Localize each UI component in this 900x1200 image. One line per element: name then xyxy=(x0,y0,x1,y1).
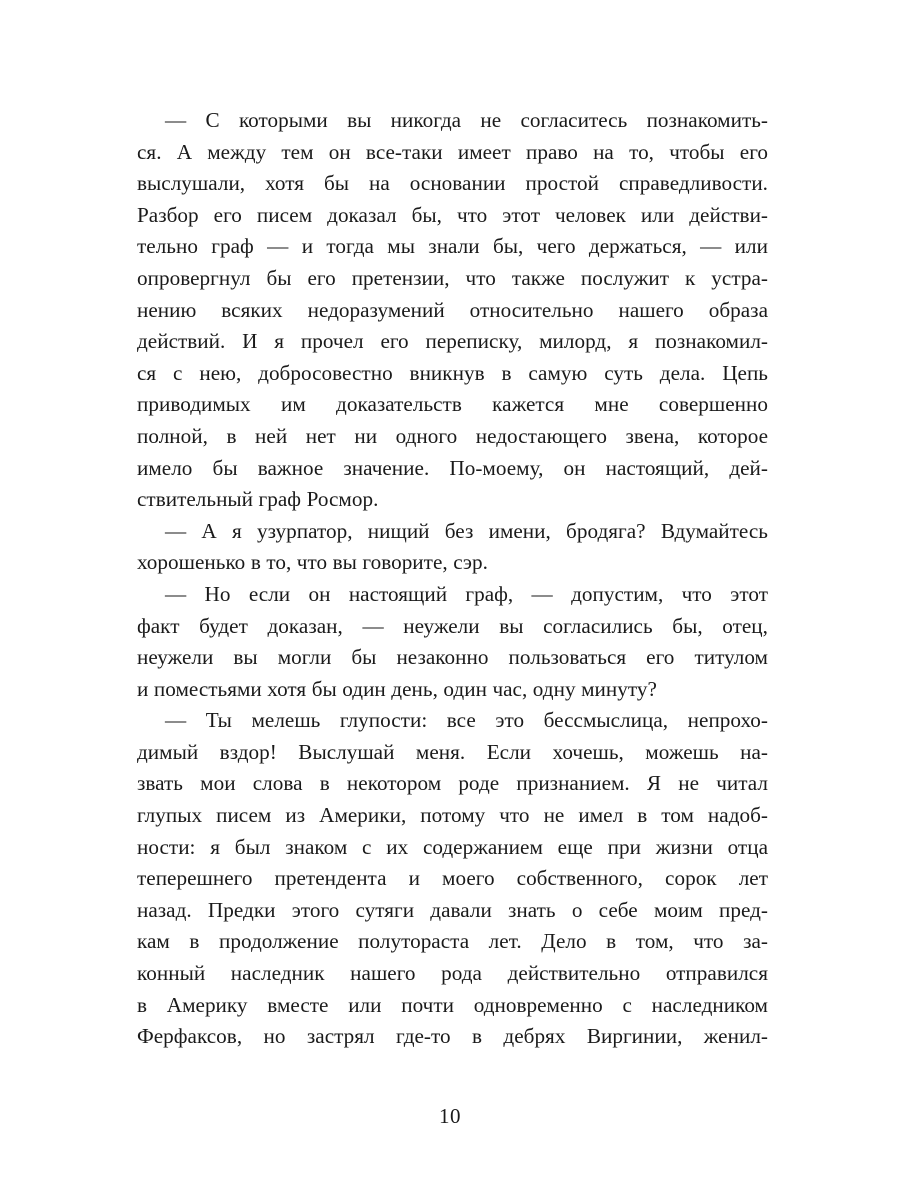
text-line: димый вздор! Выслушай меня. Если хочешь, можешь на- xyxy=(137,739,768,764)
paragraph xyxy=(137,516,768,579)
text-line: — А я узурпатор, нищий без имени, бродяга? Вдумайтесь xyxy=(165,518,768,543)
text-line: выслушали, хотя бы на основании простой справедливости. xyxy=(137,171,768,196)
text-line: Ферфаксов, но застрял где-то в дебрях Виргинии, женил- xyxy=(137,1024,768,1049)
paragraph xyxy=(137,705,768,1053)
text-line: ся. А между тем он все-таки имеет право на то, чтобы его xyxy=(137,139,768,164)
text-line: ся с нею, добросовестно вникнув в самую суть дела. Цепь xyxy=(137,360,768,385)
text-line: нению всяких недоразумений относительно нашего образа xyxy=(137,297,768,322)
text-line: звать мои слова в некотором роде признанием. Я не читал xyxy=(137,771,768,796)
text-line: — Ты мелешь глупости: все это бессмыслица, непрохо- xyxy=(165,708,768,733)
text-line: и поместьями хотя бы один день, один час, одну минуту? xyxy=(137,676,657,701)
text-line: — Но если он настоящий граф, — допустим, что этот xyxy=(165,581,768,606)
text-line: в Америку вместе или почти одновременно с наследником xyxy=(137,992,768,1017)
text-line: имело бы важное значение. По-моему, он настоящий, дей- xyxy=(137,455,768,480)
page-number: 10 xyxy=(439,1104,461,1128)
text-line: — С которыми вы никогда не согласитесь познакомить- xyxy=(165,108,768,132)
text-line: ности: я был знаком с их содержанием еще при жизни отца xyxy=(137,834,768,859)
text-line: тельно граф — и тогда мы знали бы, чего держаться, — или xyxy=(137,234,768,259)
paragraph xyxy=(137,105,768,516)
paragraph xyxy=(137,579,768,705)
text-line: ствительный граф Росмор. xyxy=(137,487,379,512)
text-line: неужели вы могли бы незаконно пользоваться его титулом xyxy=(137,645,768,670)
text-line: Разбор его писем доказал бы, что этот человек или действи- xyxy=(137,202,768,227)
text-line: хорошенько в то, что вы говорите, сэр. xyxy=(137,550,488,575)
text-line: конный наследник нашего рода действительно отправился xyxy=(137,961,768,986)
text-line: кам в продолжение полутораста лет. Дело в том, что за- xyxy=(137,929,768,954)
text-line: опровергнул бы его претензии, что также послужит к устра- xyxy=(137,265,768,290)
text-line: глупых писем из Америки, потому что не имел в том надоб- xyxy=(137,803,768,828)
text-line: теперешнего претендента и моего собственного, сорок лет xyxy=(137,866,768,891)
text-line: приводимых им доказательств кажется мне совершенно xyxy=(137,392,768,417)
text-line: факт будет доказан, — неужели вы согласились бы, отец, xyxy=(137,613,768,638)
text-line: назад. Предки этого сутяги давали знать о себе моим пред- xyxy=(137,897,768,922)
text-line: полной, в ней нет ни одного недостающего звена, которое xyxy=(137,423,768,448)
text-line: действий. И я прочел его переписку, милорд, я познакомил- xyxy=(137,329,768,354)
page-text-block xyxy=(137,105,768,1053)
